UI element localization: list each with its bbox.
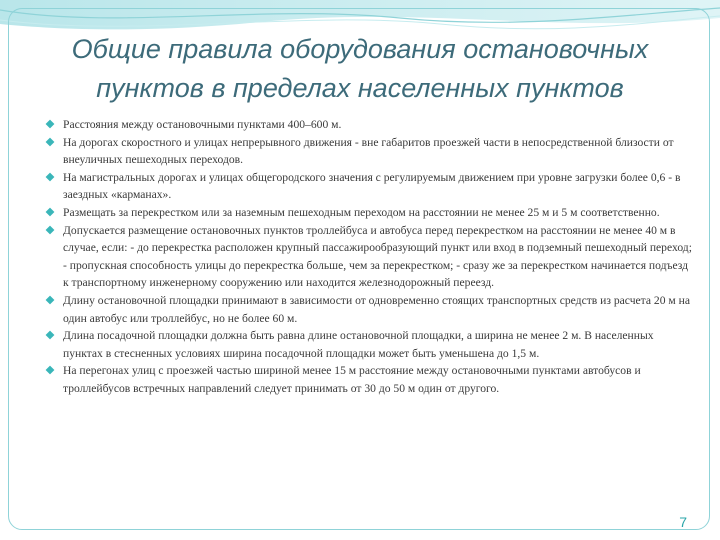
- bullet-text: Размещать за перекрестком или за наземным пешеходным переходом на расстоянии не менее 25 м и 5 м соответственно.: [63, 205, 660, 219]
- slide-title: [20, 30, 700, 108]
- bullet-text: Длина посадочной площадки должна быть равна длине остановочной площадки, а ширина не менее 2 м. В населенных пунктах в стесненных условиях ширина посадочной площадки может быть уменьшена до 1,5 м.: [63, 329, 654, 360]
- bullet-list: [43, 116, 693, 398]
- bullet-text: На дорогах скоростного и улицах непрерывного движения - вне габаритов проезжей части в непосредственной близости от внеуличных пешеходных переходов.: [63, 135, 674, 167]
- page-number: 7: [679, 514, 687, 530]
- list-item: [43, 327, 693, 362]
- title-line-2: пунктов в пределах населенных пунктов: [96, 73, 624, 103]
- list-item: [43, 222, 693, 292]
- list-item: [43, 292, 693, 327]
- bullet-text: На магистральных дорогах и улицах общегородского значения с регулируемым движением при уровне загрузки более 0,6 - в заездных «карманах».: [63, 170, 681, 202]
- bullet-text: Допускается размещение остановочных пунктов троллейбуса и автобуса перед перекрестком на расстоянии не менее 40 м в случае, если: - до перекрестка расположен крупный пассажирообразующий пункт или вход в подземный пешеходный переход; - пропускная способность улицы до перекрестка больше, чем за перекрестком; - сразу же за перекрестком начинается подъезд к транспортному инженерному сооружению или находится железнодорожный переезд.: [63, 223, 692, 290]
- list-item: [43, 134, 693, 169]
- list-item: [43, 169, 693, 204]
- bullet-text: Расстояния между остановочными пунктами 400–600 м.: [63, 118, 342, 131]
- list-item: [43, 362, 693, 397]
- title-line-1: Общие правила оборудования остановочных: [71, 34, 649, 64]
- list-item: [43, 116, 693, 134]
- bullet-text: На перегонах улиц с проезжей частью шириной менее 15 м расстояние между остановочными пунктами автобусов и троллейбусов встречных направлений следует принимать от 30 до 50 м один от другого.: [63, 364, 641, 395]
- bullet-text: Длину остановочной площадки принимают в зависимости от одновременно стоящих транспортных средств из расчета 20 м на один автобус или троллейбус, но не более 60 м.: [63, 293, 691, 325]
- list-item: [43, 204, 693, 222]
